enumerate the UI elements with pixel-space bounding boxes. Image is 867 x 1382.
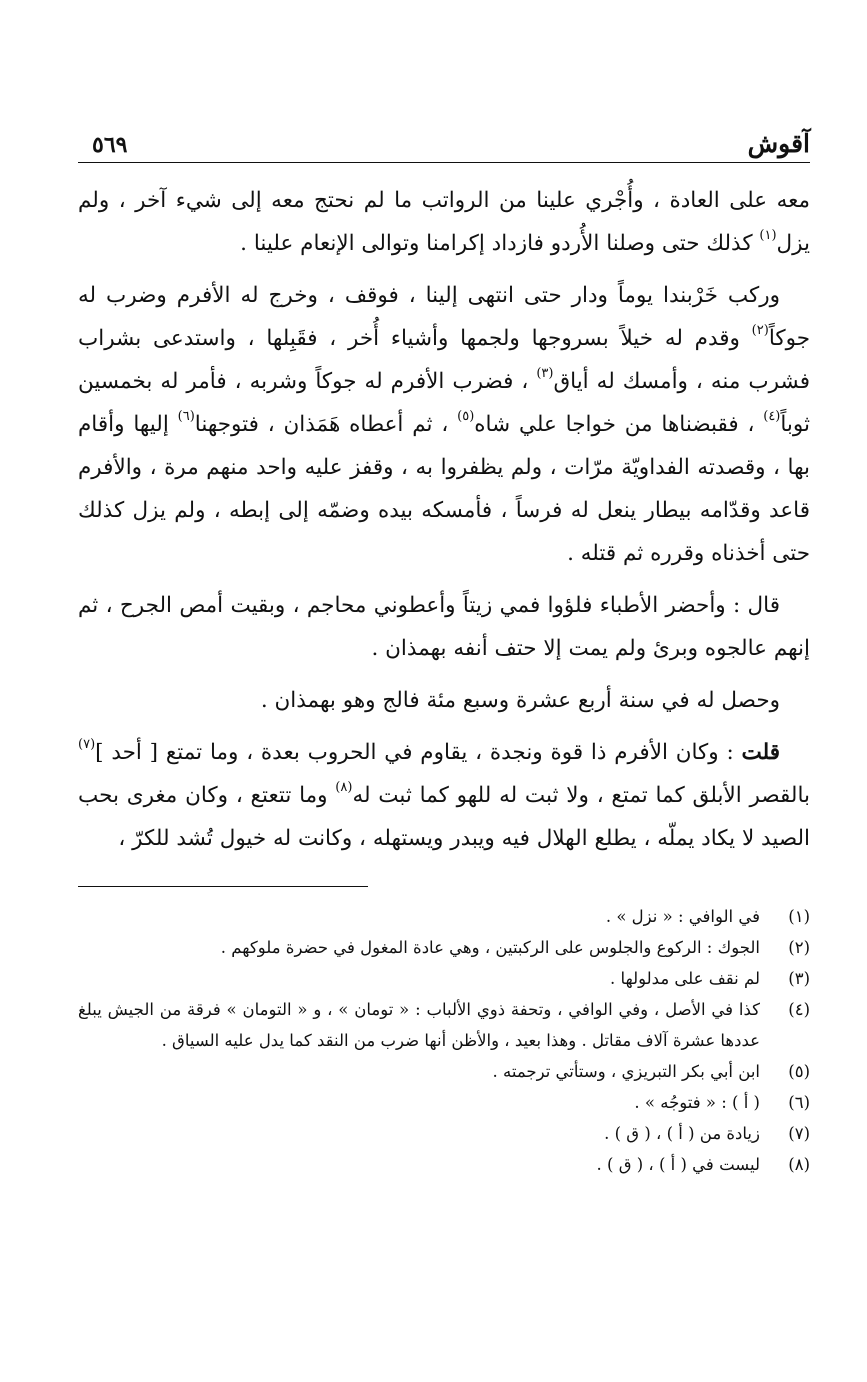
text-run: إليها وأقام بها ، وقصدته الفداويّة مرّات ، ولم يظفروا به ، وقفز عليه واحد منهم مرة ، والأفرم قاعد وقدّامه بيطار ينعل له فرساً ، فأمسكه بيده وضمّه إلى إبطه ، ولم يزل كذلك حتى أخذناه وقرره ثم قتله . [78, 412, 810, 566]
text-run: وما تتعتع ، وكان مغرى بحب الصيد لا يكاد يملّه ، يطلع الهلال فيه ويبدر ويستهله ، وكانت له خيول تُشد للكرّ ، [78, 783, 810, 851]
footnote-text: كذا في الأصل ، وفي الوافي ، وتحفة ذوي الألباب : « تومان » ، و « التومان » فرقة من الجيش يبلغ عددها عشرة آلاف مقاتل . وهذا بعيد ، والأظن أنها ضرب من النقد كما يدل عليه السياق . [78, 1000, 760, 1050]
footnote-item [78, 1056, 810, 1087]
footnote-marker: (٣) [536, 366, 554, 381]
footnote-marker: (٤) [763, 409, 781, 424]
footnote-text: ( أ ) : « فتوجُه » . [634, 1093, 760, 1112]
book-page [78, 118, 810, 1180]
lead-word: قلت [741, 740, 780, 765]
paragraph [78, 584, 810, 670]
footnote-item [78, 963, 810, 994]
footnote-text: ليست في ( أ ) ، ( ق ) . [596, 1155, 760, 1174]
page-number: ٥٦٩ [92, 132, 128, 158]
footnote-number: (٢) [788, 938, 810, 957]
footnote-text: زيادة من ( أ ) ، ( ق ) . [604, 1124, 760, 1143]
text-run: بالقصر الأبلق كما تمتع ، ولا ثبت له للهو كما ثبت له [352, 783, 810, 808]
paragraph [78, 274, 810, 575]
running-head [78, 118, 810, 163]
footnote-item [78, 1087, 810, 1118]
footnote-marker: (٨) [335, 780, 353, 795]
footnote-text: في الوافي : « نزل » . [605, 907, 760, 926]
footnote-number: (٤) [788, 1000, 810, 1019]
footnote-number: (٦) [788, 1093, 810, 1112]
footnote-number: (٣) [788, 969, 810, 988]
footnotes [78, 901, 810, 1180]
paragraph [78, 679, 810, 722]
footnote-marker: (٧) [78, 737, 96, 752]
footnote-number: (١) [788, 907, 810, 926]
text-run: : وكان الأفرم ذا قوة ونجدة ، يقاوم في الحروب بعدة ، وما تمتع [ أحد ] [95, 740, 742, 765]
text-run: وقدم له خيلاً بسروجها ولجمها وأشياء أُخر ، فقَبِلها ، واستدعى بشراب فشرب منه ، وأمسك له أياق [78, 326, 810, 394]
footnote-number: (٥) [788, 1062, 810, 1081]
footnote-item [78, 994, 810, 1056]
footnote-number: (٨) [788, 1155, 810, 1174]
footnote-item [78, 1118, 810, 1149]
paragraph [78, 731, 810, 860]
paragraph [78, 179, 810, 265]
footnote-item [78, 932, 810, 963]
main-text [78, 179, 810, 860]
footnote-number: (٧) [788, 1124, 810, 1143]
text-run: ، فضرب الأفرم له جوكاً وشربه ، فأمر له بخمسين ثوباً [78, 369, 811, 437]
footnote-marker: (٥) [457, 409, 475, 424]
page-title: آقوش [747, 129, 810, 158]
footnote-marker: (١) [759, 228, 777, 243]
footnote-text: ابن أبي بكر التبريزي ، وستأتي ترجمته . [492, 1062, 760, 1081]
text-run: معه على العادة ، وأُجْري علينا من الرواتب ما لم نحتج معه إلى شيء آخر ، ولم يزل [78, 188, 810, 256]
text-run: وحصل له في سنة أربع عشرة وسبع مئة فالج وهو بهمذان . [260, 688, 780, 713]
footnote-item [78, 1149, 810, 1180]
footnote-item [78, 901, 810, 932]
text-run: ، فقبضناها من خواجا علي شاه [474, 412, 764, 437]
footnote-text: لم نقف على مدلولها . [609, 969, 760, 988]
text-run: قال : وأحضر الأطباء فلؤوا فمي زيتاً وأعطوني محاجم ، وبقيت أمص الجرح ، ثم إنهم عالجوه وبرئ ولم يمت إلا حتف أنفه بهمذان . [78, 593, 810, 661]
text-run: ، ثم أعطاه هَمَذان ، فتوجهنا [194, 412, 458, 437]
text-run: كذلك حتى وصلنا الأُردو فازداد إكرامنا وتوالى الإنعام علينا . [240, 231, 760, 256]
footnote-divider [78, 886, 368, 887]
footnote-text: الجوك : الركوع والجلوس على الركبتين ، وهي عادة المغول في حضرة ملوكهم . [220, 938, 760, 957]
footnote-marker: (٦) [177, 409, 195, 424]
footnote-marker: (٢) [751, 323, 769, 338]
text-run: وركب خَرْبندا يوماً ودار حتى انتهى إلينا ، فوقف ، وخرج له الأفرم وضرب له جوكاً [78, 283, 810, 351]
